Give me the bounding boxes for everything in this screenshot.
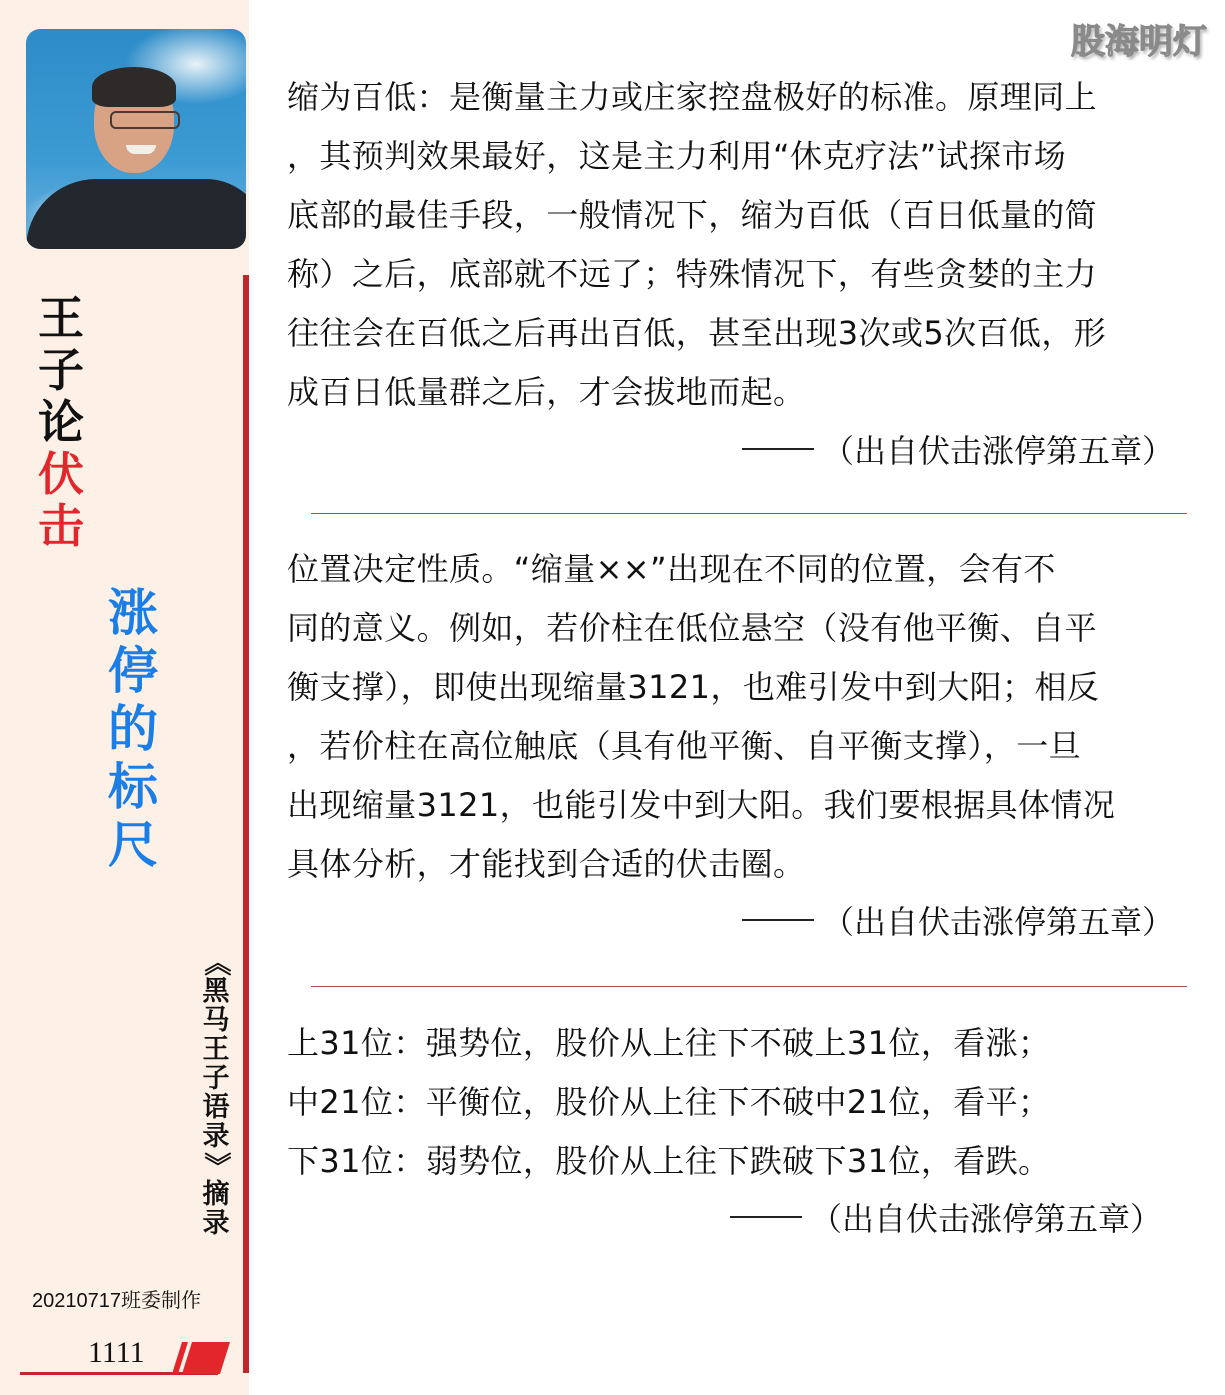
quote-section-2 <box>287 540 1185 894</box>
topic-title <box>108 584 164 874</box>
author-portrait-image <box>26 29 246 249</box>
topic-char: 的 <box>108 699 158 758</box>
sidebar-panel <box>0 0 249 1395</box>
portrait-shirt <box>26 179 246 249</box>
topic-char: 涨 <box>108 583 158 642</box>
source-citation-3 <box>287 1190 1168 1249</box>
section-divider <box>311 986 1187 987</box>
note-char: 语 <box>202 1092 230 1123</box>
text-line: 衡支撑），即使出现缩量3121，也难引发中到大阳；相反 <box>287 668 1100 706</box>
section-divider <box>311 513 1187 514</box>
text-line: 中21位：平衡位，股价从上往下不破中21位，看平； <box>287 1083 1051 1121</box>
quote-section-3 <box>287 1014 1185 1191</box>
text-line: ，若价柱在高位触底（具有他平衡、自平衡支撑），一旦 <box>287 727 1082 765</box>
note-char: 摘 <box>202 1179 230 1210</box>
note-char: 马 <box>202 1005 230 1036</box>
text-line: 位置决定性质。“缩量××”出现在不同的位置，会有不 <box>287 550 1056 588</box>
title-char-red: 伏 <box>38 447 84 501</box>
note-char: 录 <box>202 1208 230 1239</box>
note-char: 黑 <box>202 976 230 1007</box>
portrait-glasses <box>110 111 180 129</box>
em-dash-line <box>742 919 814 921</box>
portrait-hair <box>92 67 176 107</box>
text-line: 同的意义。例如，若价柱在低位悬空（没有他平衡、自平 <box>287 609 1098 647</box>
citation-text: （出自伏击涨停第五章） <box>821 432 1174 470</box>
text-line: 上31位：强势位，股价从上往下不破上31位，看涨； <box>287 1024 1051 1062</box>
source-citation-2 <box>287 893 1180 952</box>
text-line: 具体分析，才能找到合适的伏击圈。 <box>287 845 806 883</box>
note-char: 王 <box>202 1034 230 1065</box>
em-dash-line <box>730 1216 802 1218</box>
text-line: 出现缩量3121，也能引发中到大阳。我们要根据具体情况 <box>287 786 1116 824</box>
note-char: 录 <box>202 1121 230 1152</box>
credit-text: 20210717班委制作 <box>32 1290 201 1312</box>
topic-char: 尺 <box>108 815 158 874</box>
text-line: 下31位：弱势位，股价从上往下跌破下31位，看跌。 <box>287 1142 1051 1180</box>
text-line: 成百日低量群之后，才会拔地而起。 <box>287 373 806 411</box>
em-dash-line <box>742 448 814 450</box>
topic-char: 标 <box>108 757 158 816</box>
title-char: 王 <box>38 291 84 345</box>
series-title <box>38 292 90 552</box>
text-line: 称）之后，底部就不远了；特殊情况下，有些贪婪的主力 <box>287 255 1098 293</box>
quote-section-1 <box>287 68 1185 422</box>
title-char: 子 <box>38 343 84 397</box>
text-line: ，其预判效果最好，这是主力利用“休克疗法”试探市场 <box>287 137 1067 175</box>
watermark-logo: 股海明灯 <box>1071 22 1207 62</box>
citation-text: （出自伏击涨停第五章） <box>821 903 1174 941</box>
portrait-smile <box>126 145 156 154</box>
topic-char: 停 <box>108 641 158 700</box>
note-char: 《 <box>200 949 232 976</box>
note-char: 子 <box>202 1063 230 1094</box>
slash-decoration-icon <box>172 1342 230 1374</box>
page-number: 1111 <box>88 1336 145 1369</box>
title-char-red: 击 <box>38 499 84 553</box>
vertical-accent-bar <box>243 275 249 1373</box>
excerpt-source-note <box>199 948 233 1238</box>
citation-text: （出自伏击涨停第五章） <box>809 1200 1162 1238</box>
note-char: 》 <box>200 1152 232 1179</box>
title-char: 论 <box>38 395 84 449</box>
text-line: 底部的最佳手段，一般情况下，缩为百低（百日低量的简 <box>287 196 1098 234</box>
text-line: 往往会在百低之后再出百低，甚至出现3次或5次百低，形 <box>287 314 1107 352</box>
source-citation-1 <box>287 422 1180 481</box>
text-line: 缩为百低：是衡量主力或庄家控盘极好的标准。原理同上 <box>287 78 1098 116</box>
